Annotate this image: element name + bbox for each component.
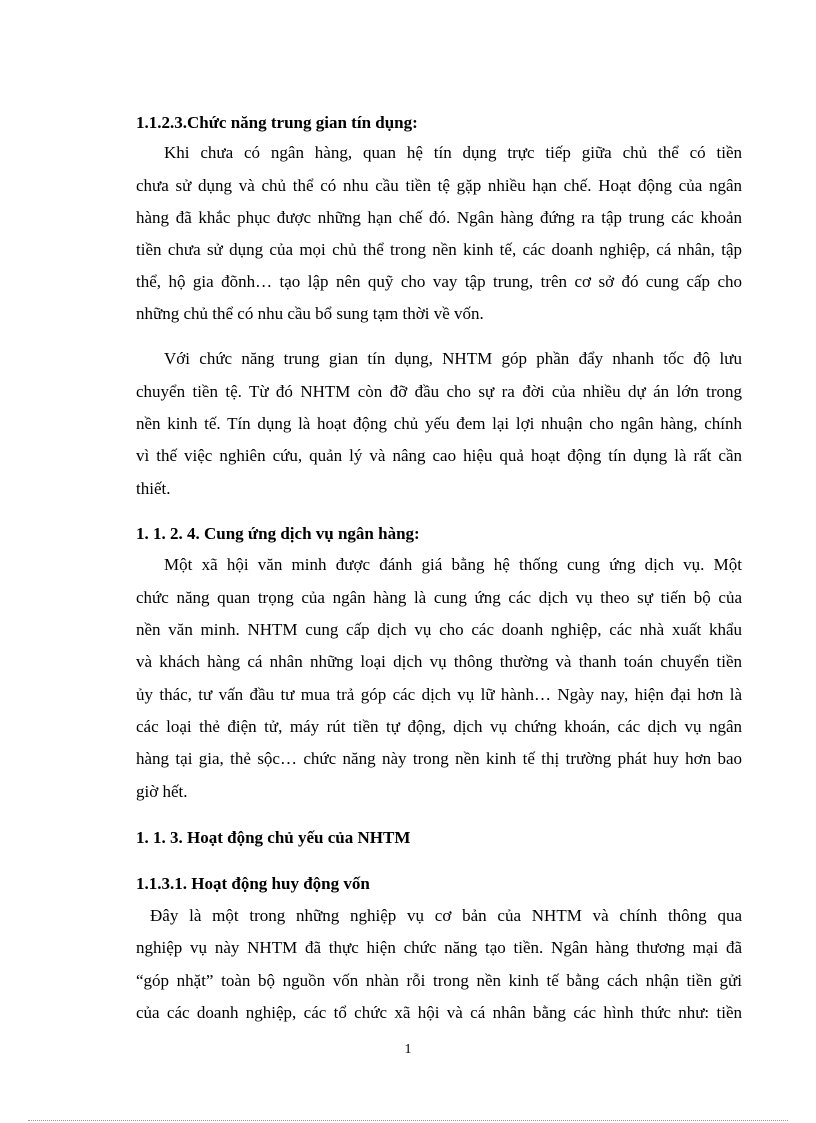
paragraph-3-line-4: và khách hàng cá nhân những loại dịch vụ thông thường và thanh toán chuyển tiền [136,652,742,671]
section-heading-1-1-3-1: 1.1.3.1. Hoạt động huy động vốn [136,874,370,893]
paragraph-4-line-1: Đây là một trong những nghiệp vụ cơ bản của NHTM và chính thông qua [150,906,742,925]
paragraph-2-line-2: chuyển tiền tệ. Từ đó NHTM còn đỡ đầu cho sự ra đời của nhiều dự án lớn trong [136,382,742,401]
paragraph-3-line-3: nền văn minh. NHTM cung cấp dịch vụ cho các doanh nghiệp, các nhà xuất khẩu [136,620,742,639]
paragraph-2-line-3: nền kinh tế. Tín dụng là hoạt động chủ yếu đem lại lợi nhuận cho ngân hàng, chính [136,414,742,433]
paragraph-3-line-8: giờ hết. [136,782,188,801]
page-number: 1 [404,1042,412,1057]
paragraph-2-line-4: vì thế việc nghiên cứu, quản lý và nâng cao hiệu quả hoạt động tín dụng là rất cần [136,446,742,465]
paragraph-3-line-1: Một xã hội văn minh được đánh giá bằng hệ thống cung ứng dịch vụ. Một [164,555,742,574]
paragraph-1-line-2: chưa sử dụng và chủ thể có nhu cầu tiền tệ gặp nhiều hạn chế. Hoạt động của ngân [136,176,742,195]
paragraph-2-line-1: Với chức năng trung gian tín dụng, NHTM góp phần đẩy nhanh tốc độ lưu [164,349,742,368]
paragraph-2-line-5: thiết. [136,479,171,498]
section-heading-1-1-2-3: 1.1.2.3.Chức năng trung gian tín dụng: [136,113,418,132]
paragraph-1-line-5: thể, hộ gia đõnh… tạo lập nên quỹ cho vay tập trung, trên cơ sở đó cung cấp cho [136,272,742,291]
paragraph-3-line-2: chức năng quan trọng của ngân hàng là cung ứng các dịch vụ theo sự tiến bộ của [136,588,742,607]
paragraph-4-line-3: “góp nhặt” toàn bộ nguồn vốn nhàn rỗi trong nền kinh tế bằng cách nhận tiền gửi [136,971,742,990]
page-bottom-rule [28,1120,788,1121]
paragraph-4-line-2: nghiệp vụ này NHTM đã thực hiện chức năng tạo tiền. Ngân hàng thương mại đã [136,938,742,957]
paragraph-1-line-3: hàng đã khắc phục được những hạn chế đó. Ngân hàng đứng ra tập trung các khoản [136,208,742,227]
section-heading-1-1-2-4: 1. 1. 2. 4. Cung ứng dịch vụ ngân hàng: [136,524,420,543]
section-heading-1-1-3: 1. 1. 3. Hoạt động chủ yếu của NHTM [136,828,411,847]
paragraph-4-line-4: của các doanh nghiệp, các tổ chức xã hội và cá nhân bằng các hình thức như: tiền [136,1003,742,1022]
paragraph-1-line-6: những chủ thể có nhu cầu bổ sung tạm thời về vốn. [136,304,484,323]
paragraph-1-line-4: tiền chưa sử dụng của mọi chủ thể trong nền kinh tế, các doanh nghiệp, cá nhân, tập [136,240,742,259]
paragraph-3-line-6: các loại thẻ điện tử, máy rút tiền tự động, dịch vụ chứng khoán, các dịch vụ ngân [136,717,742,736]
paragraph-3-line-7: hàng tại gia, thẻ sộc… chức năng này trong nền kinh tế thị trường phát huy hơn bao [136,749,742,768]
paragraph-1-line-1: Khi chưa có ngân hàng, quan hệ tín dụng trực tiếp giữa chủ thể có tiền [164,143,742,162]
paragraph-3-line-5: ủy thác, tư vấn đầu tư mua trả góp các dịch vụ lữ hành… Ngày nay, hiện đại hơn là [136,685,742,704]
